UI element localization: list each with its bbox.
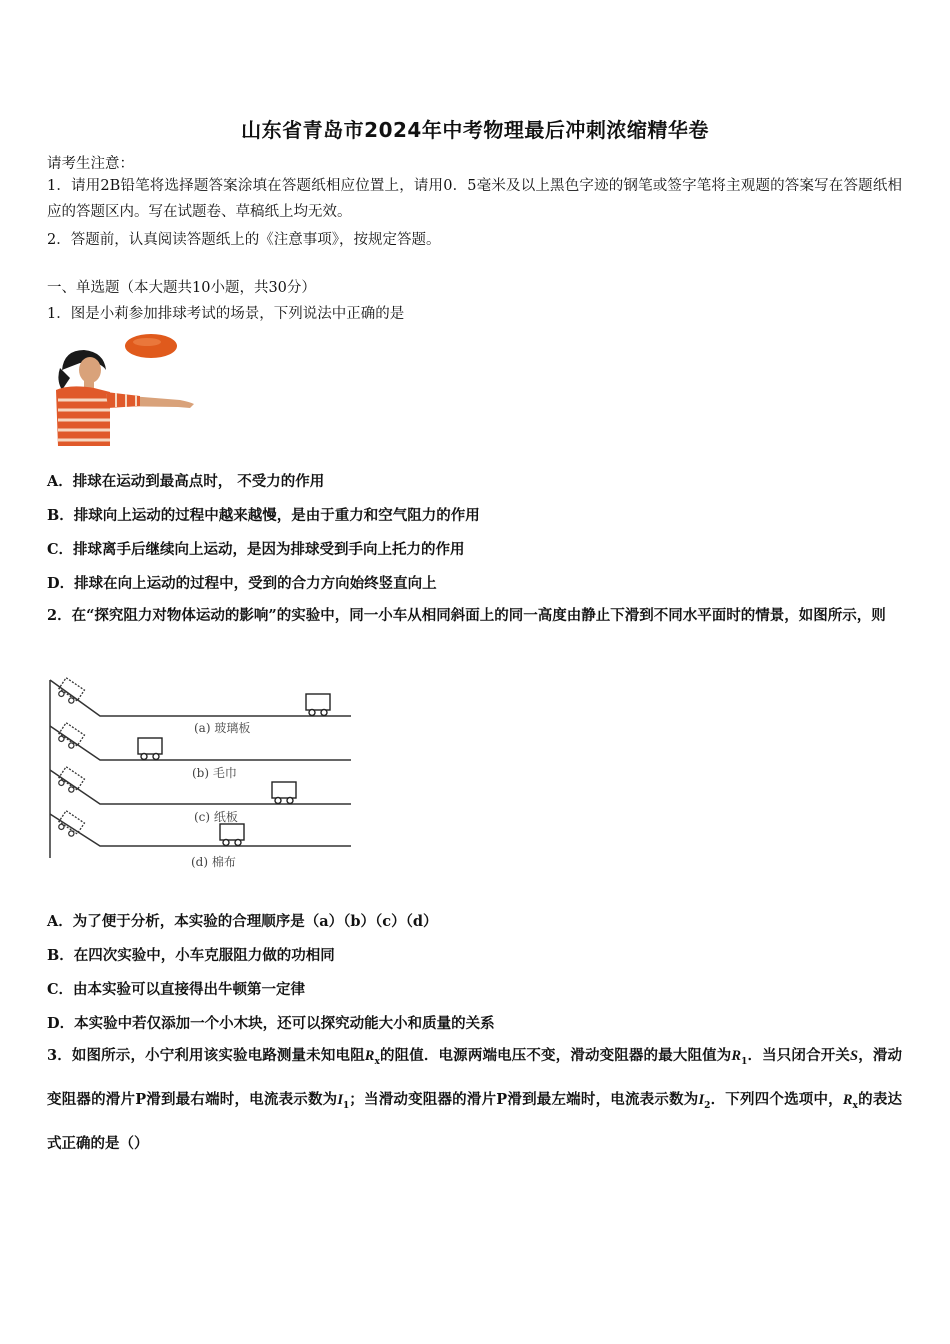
- section-heading: 一、单选题（本大题共10小题，共30分）: [47, 280, 316, 296]
- label-d: (d) 棉布: [191, 855, 236, 869]
- volleyball: [125, 334, 177, 358]
- striped-shirt: [56, 386, 110, 446]
- label-c: (c) 纸板: [194, 810, 238, 824]
- cart-b: [138, 738, 162, 760]
- ramp-experiment-figure: [44, 676, 356, 872]
- q1-option-b: B．排球向上运动的过程中越来越慢，是由于重力和空气阻力的作用: [47, 507, 480, 524]
- cart-a: [306, 694, 330, 716]
- cart-c: [272, 782, 296, 804]
- q2-option-b: B．在四次实验中，小车克服阻力做的功相同: [47, 947, 335, 964]
- q1-option-c: C．排球离手后继续向上运动，是因为排球受到手向上托力的作用: [47, 541, 465, 558]
- q2-option-a: A．为了便于分析，本实验的合理顺序是（a）（b）（c）（d）: [47, 913, 438, 930]
- q2-stem: 2．在“探究阻力对物体运动的影响”的实验中，同一小车从相同斜面上的同一高度由静止下滑到不同水平面时的情景，如图所示，则: [47, 607, 886, 624]
- document-title: 山东省青岛市2024年中考物理最后冲刺浓缩精华卷: [241, 118, 709, 142]
- label-a: (a) 玻璃板: [194, 721, 251, 735]
- notice-heading: 请考生注意：: [47, 156, 134, 172]
- q2-option-c: C．由本实验可以直接得出牛顿第一定律: [47, 981, 306, 998]
- q3-stem: 3．如图所示，小宁利用该实验电路测量未知电阻$R_x$的阻值．电源两端电压不变，滑动变阻器的最大阻值为$R_1$．当只闭合开关S，滑动变阻器的滑片P滑到最右端时，电流表示数为$I_1$；当滑动变阻器的滑片P滑到最左端时，电流表示数为$I_2$．下列四个选项中，$R_x$的表达式正确的是（）: [47, 1047, 903, 1152]
- notice-item-1: 1．请用2B铅笔将选择题答案涂填在答题纸相应位置上，请用0．5毫米及以上黑色字迹的钢笔或签字笔将主观题的答案写在答题纸相应的答题区内。写在试题卷、草稿纸上均无效。: [47, 178, 902, 220]
- q2-option-d: D．本实验中若仅添加一个小木块，还可以探究动能大小和质量的关系: [47, 1015, 495, 1032]
- notice-item-2: 2．答题前，认真阅读答题纸上的《注意事项》，按规定答题。: [47, 232, 441, 248]
- label-b: (b) 毛巾: [192, 766, 237, 780]
- q1-option-d: D．排球在向上运动的过程中，受到的合力方向始终竖直向上: [47, 575, 437, 592]
- face: [79, 357, 101, 383]
- q1-option-a: A．排球在运动到最高点时， 不受力的作用: [47, 473, 325, 490]
- volleyball-player-figure: [50, 330, 200, 450]
- q1-stem: 1．图是小莉参加排球考试的场景，下列说法中正确的是: [47, 306, 405, 322]
- cart-d: [220, 824, 244, 846]
